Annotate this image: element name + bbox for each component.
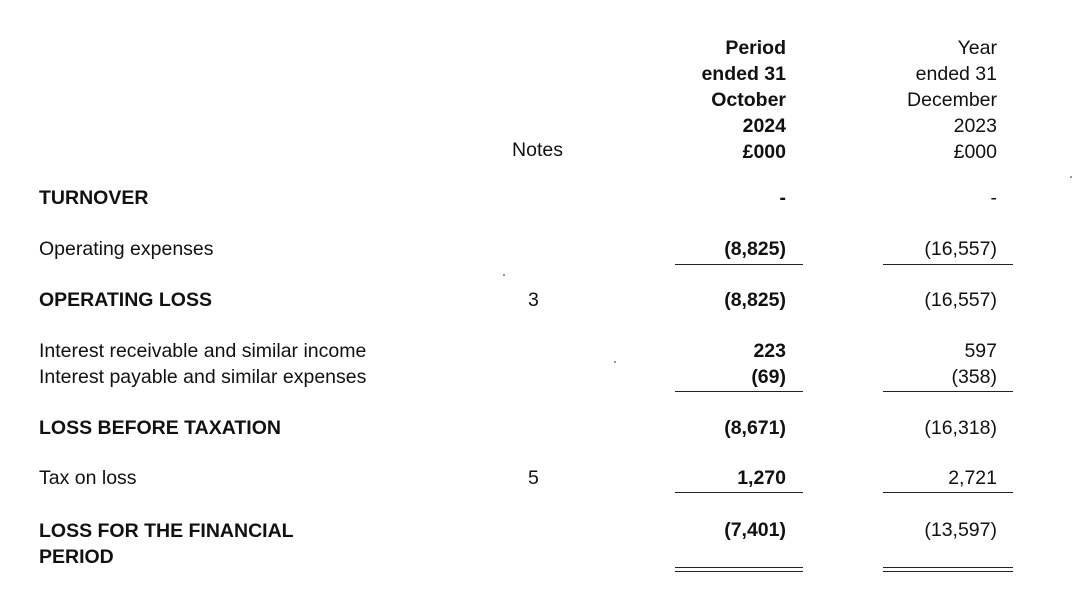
row-label-loss-for-period-line-1: LOSS FOR THE FINANCIAL bbox=[39, 520, 294, 542]
total-double-rule-prior bbox=[883, 567, 1013, 572]
row-label-loss-for-period-line-2: PERIOD bbox=[39, 546, 114, 568]
current-header-line-4: 2024 bbox=[742, 115, 786, 137]
subtotal-rule-prior bbox=[883, 264, 1013, 265]
note-ref-operating-loss: 3 bbox=[528, 289, 539, 311]
current-period-header bbox=[640, 35, 786, 165]
row-label-operating-expenses: Operating expenses bbox=[39, 238, 214, 260]
current-header-line-3: October bbox=[711, 89, 786, 111]
scan-speck bbox=[614, 361, 616, 363]
prior-header-line-1: Year bbox=[957, 37, 997, 59]
current-header-line-1: Period bbox=[725, 37, 786, 59]
prior-header-line-5: £000 bbox=[953, 141, 997, 163]
prior-value-operating-expenses: (16,557) bbox=[924, 238, 997, 260]
row-label-interest-receivable: Interest receivable and similar income bbox=[39, 340, 367, 362]
subtotal-rule-current bbox=[675, 492, 803, 493]
subtotal-rule-prior bbox=[883, 391, 1013, 392]
current-value-loss-before-taxation: (8,671) bbox=[724, 417, 786, 439]
row-label-loss-before-taxation: LOSS BEFORE TAXATION bbox=[39, 417, 281, 439]
current-value-operating-expenses: (8,825) bbox=[724, 238, 786, 260]
current-value-interest-receivable: 223 bbox=[753, 340, 786, 362]
prior-value-tax-on-loss: 2,721 bbox=[948, 467, 997, 489]
prior-value-operating-loss: (16,557) bbox=[924, 289, 997, 311]
current-value-interest-payable: (69) bbox=[751, 366, 786, 388]
current-value-operating-loss: (8,825) bbox=[724, 289, 786, 311]
prior-value-interest-receivable: 597 bbox=[964, 340, 997, 362]
prior-header-line-4: 2023 bbox=[953, 115, 997, 137]
row-label-operating-loss: OPERATING LOSS bbox=[39, 289, 212, 311]
current-value-turnover: - bbox=[779, 187, 786, 209]
prior-header-line-3: December bbox=[907, 89, 997, 111]
prior-header-line-2: ended 31 bbox=[915, 63, 997, 85]
current-header-line-5: £000 bbox=[742, 141, 786, 163]
subtotal-rule-prior bbox=[883, 492, 1013, 493]
prior-year-header bbox=[850, 35, 997, 165]
scan-speck bbox=[503, 274, 505, 276]
prior-value-turnover: - bbox=[990, 187, 997, 209]
current-value-loss-for-period: (7,401) bbox=[724, 519, 786, 541]
row-label-interest-payable: Interest payable and similar expenses bbox=[39, 366, 367, 388]
note-ref-tax-on-loss: 5 bbox=[528, 467, 539, 489]
subtotal-rule-current bbox=[675, 264, 803, 265]
scan-speck bbox=[1070, 176, 1072, 178]
row-label-tax-on-loss: Tax on loss bbox=[39, 467, 137, 489]
prior-value-interest-payable: (358) bbox=[951, 366, 997, 388]
notes-column-header: Notes bbox=[512, 139, 563, 161]
prior-value-loss-for-period: (13,597) bbox=[924, 519, 997, 541]
prior-value-loss-before-taxation: (16,318) bbox=[924, 417, 997, 439]
row-label-loss-for-period bbox=[39, 518, 294, 570]
row-label-turnover: TURNOVER bbox=[39, 187, 149, 209]
total-double-rule-current bbox=[675, 567, 803, 572]
current-header-line-2: ended 31 bbox=[701, 63, 786, 85]
current-value-tax-on-loss: 1,270 bbox=[737, 467, 786, 489]
subtotal-rule-current bbox=[675, 391, 803, 392]
